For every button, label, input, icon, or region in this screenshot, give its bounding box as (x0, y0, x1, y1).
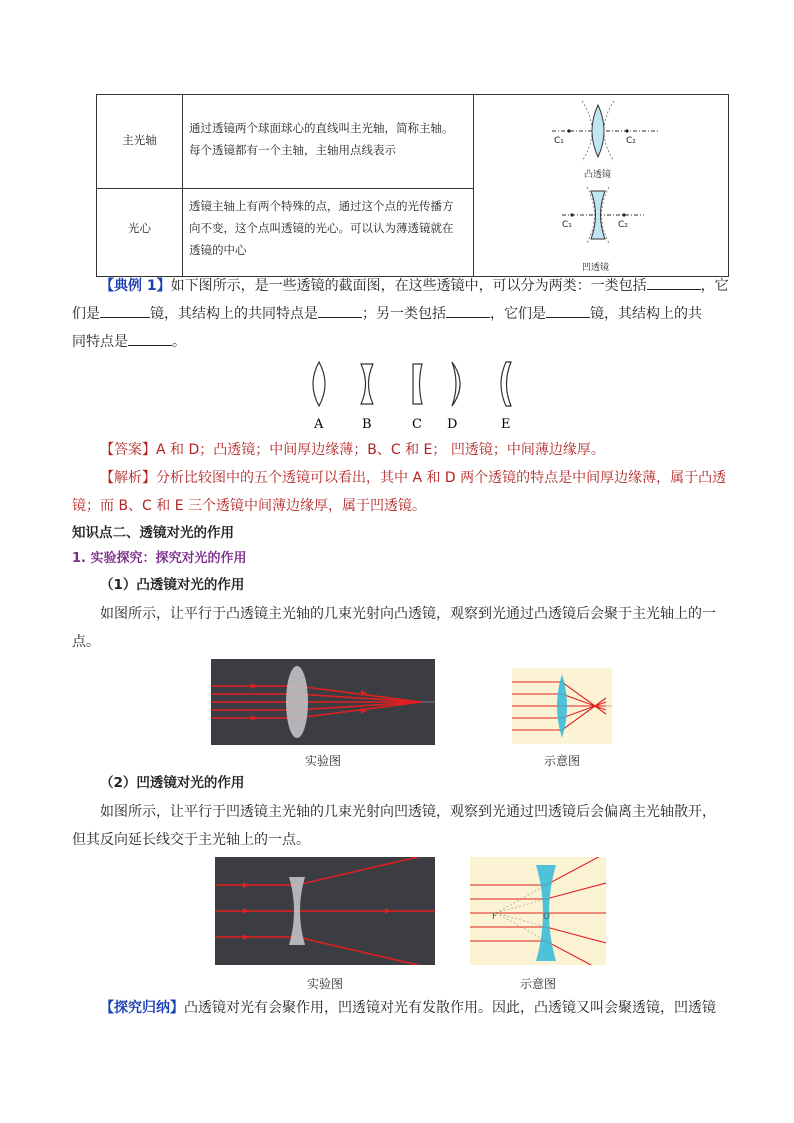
optical-center-desc-2: 向不变，这个点叫透镜的光心。可以认为薄透镜就在 (189, 221, 454, 235)
analysis-tag: 【解析】 (100, 470, 156, 486)
analysis-line1 (100, 464, 726, 492)
lens-label-c: C (412, 417, 422, 432)
optical-center-desc-1: 透镜主轴上有两个特殊的点，通过这个点的光传播方 (189, 199, 454, 213)
convex-experiment-photo (211, 659, 435, 745)
lens-label-a: A (314, 417, 324, 432)
example1-text: 。 (172, 334, 186, 350)
answer-blank[interactable] (128, 329, 172, 346)
example1-text: 镜，其结构上的共同特点是 (150, 306, 318, 322)
example1-text: ；另一类包括 (362, 306, 446, 322)
answer-blank[interactable] (446, 301, 490, 318)
convex-desc-1: 如图所示，让平行于凸透镜主光轴的几束光射向凸透镜，观察到光通过凸透镜后会聚于主光轴上的一 (100, 606, 716, 622)
convex-schematic-caption: 示意图 (543, 754, 580, 768)
concave-heading: （2）凹透镜对光的作用 (100, 775, 245, 791)
section-title: 知识点二、透镜对光的作用 (72, 525, 234, 541)
c1-label: C₁ (554, 136, 564, 146)
concave-lens-label: 凹透镜 (582, 263, 610, 273)
example1-text: 同特点是 (72, 334, 128, 350)
convex-lens-label: 凸透镜 (584, 170, 612, 180)
answer-blank[interactable] (318, 301, 362, 318)
example1-text: 们是 (72, 306, 100, 322)
analysis-text-2: 镜；而 B、C 和 E 三个透镜中间薄边缘厚，属于凹透镜。 (72, 498, 427, 514)
convex-desc-2: 点。 (72, 634, 100, 650)
concave-experiment-caption: 实验图 (306, 977, 343, 991)
focus-label: F (492, 912, 498, 922)
main-axis-desc-1: 通过透镜两个球面球心的直线叫主光轴，简称主轴。 (189, 121, 454, 135)
example1-line1 (100, 272, 729, 300)
answer-text: A 和 D；凸透镜；中间厚边缘薄；B、C 和 E； 凹透镜；中间薄边缘厚。 (156, 442, 605, 458)
c2-label: C₂ (618, 220, 628, 230)
table-divider (97, 188, 473, 189)
term-optical-center: 光心 (128, 221, 151, 235)
concave-desc-1: 如图所示，让平行于凹透镜主光轴的几束光射向凹透镜，观察到光通过凹透镜后会偏离主光轴散开， (100, 804, 716, 820)
summary-line (100, 994, 716, 1022)
lens-label-b: B (362, 417, 372, 432)
summary-text: 凸透镜对光有会聚作用，凹透镜对光有发散作用。因此，凸透镜又叫会聚透镜，凹透镜 (184, 1000, 716, 1016)
convex-schematic (512, 668, 612, 744)
term-main-axis: 主光轴 (122, 133, 157, 147)
answer-blank[interactable] (100, 301, 150, 318)
example1-text: ，它们是 (490, 306, 546, 322)
table-divider (182, 95, 183, 276)
concave-experiment-photo (215, 857, 435, 965)
concave-schematic-caption: 示意图 (519, 977, 556, 991)
subsection-title: 1. 实验探究：探究对光的作用 (72, 551, 247, 566)
example1-line3 (72, 328, 186, 356)
center-label: O (543, 912, 551, 922)
example1-text: 镜，其结构上的共 (590, 306, 702, 322)
c2-label: C₂ (626, 136, 636, 146)
concave-desc-2: 但其反向延长线交于主光轴上的一点。 (72, 832, 310, 848)
example1-line2 (72, 300, 702, 328)
convex-experiment-caption: 实验图 (304, 754, 341, 768)
lens-axis-figure (474, 95, 728, 276)
example1-text: ，它 (700, 278, 729, 294)
analysis-text-1: 分析比较图中的五个透镜可以看出，其中 A 和 D 两个透镜的特点是中间厚边缘薄，属于凸透 (156, 470, 727, 486)
summary-tag: 【探究归纳】 (100, 1000, 184, 1016)
answer-blank[interactable] (546, 301, 590, 318)
lens-sections-figure (300, 358, 530, 434)
optical-center-desc-3: 透镜的中心 (189, 243, 247, 257)
lens-label-d: D (447, 417, 458, 432)
concave-schematic (470, 857, 606, 965)
main-axis-desc-2: 每个透镜都有一个主轴，主轴用点线表示 (189, 143, 396, 157)
answer-line (100, 436, 605, 464)
lens-terms-table (96, 94, 729, 277)
answer-tag: 【答案】 (100, 442, 156, 458)
lens-label-e: E (501, 417, 511, 432)
convex-heading: （1）凸透镜对光的作用 (100, 577, 245, 593)
answer-blank[interactable] (647, 273, 701, 290)
example1-text: 如下图所示，是一些透镜的截面图，在这些透镜中，可以分为两类：一类包括 (170, 278, 647, 294)
example1-tag: 【典例 1】 (100, 278, 171, 294)
c1-label: C₁ (562, 220, 572, 230)
